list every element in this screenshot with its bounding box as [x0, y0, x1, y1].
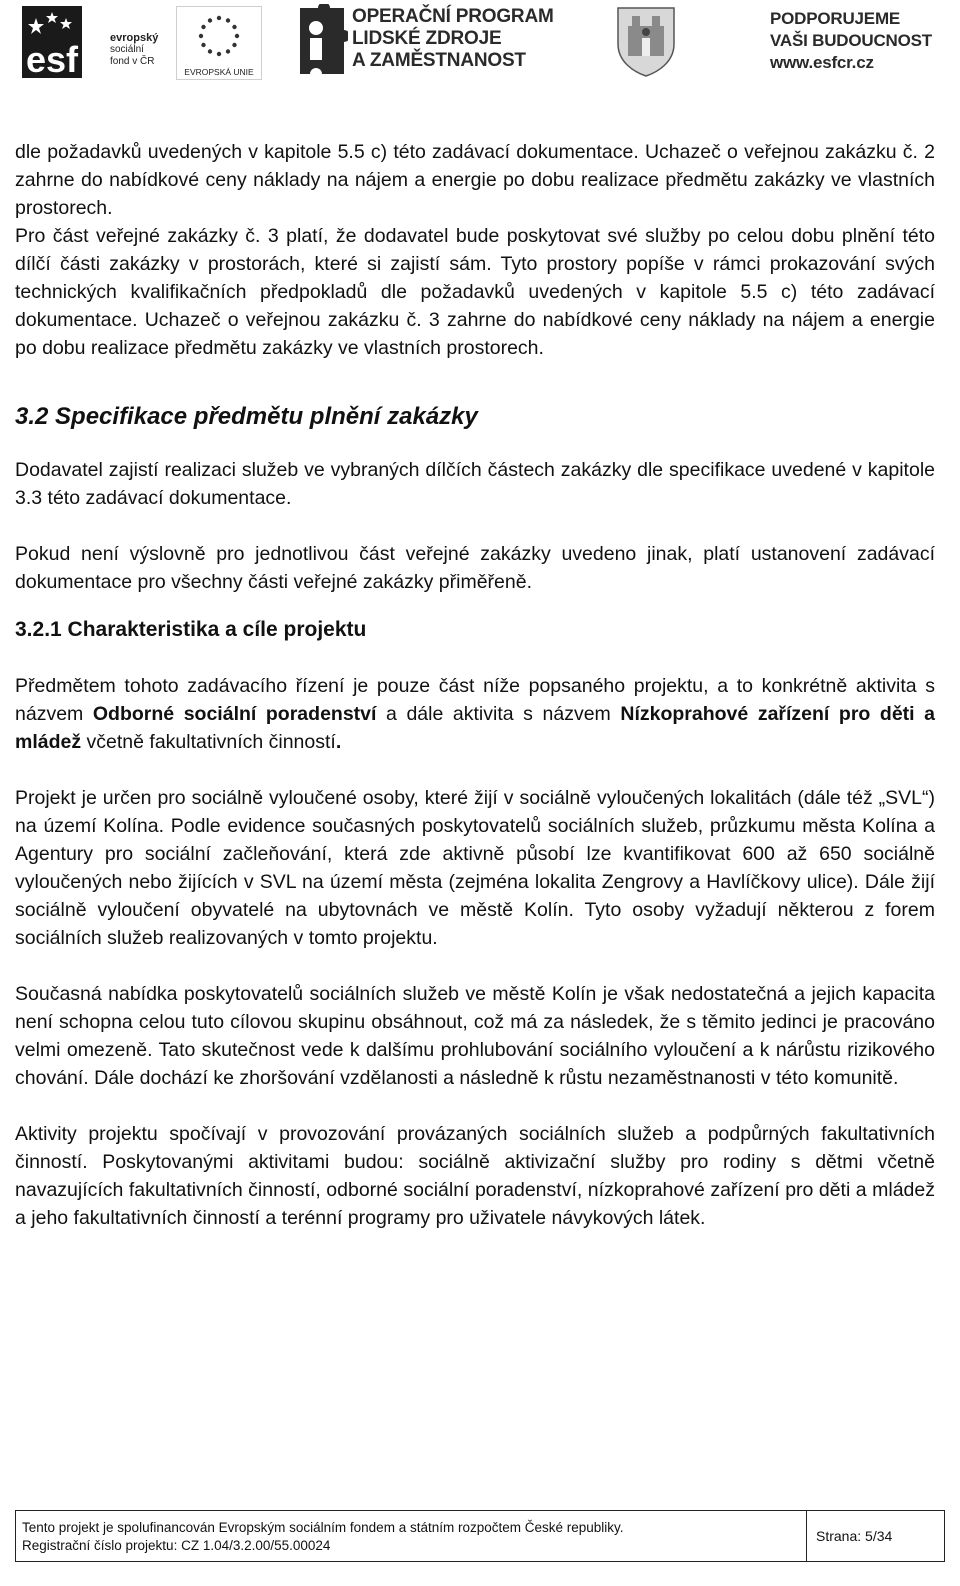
op-logo-text: OPERAČNÍ PROGRAM LIDSKÉ ZDROJE A ZAMĚSTNANOST [352, 6, 554, 71]
footer-registration-number: Registrační číslo projektu: CZ 1.04/3.2.00/55.00024 [22, 1538, 331, 1553]
subsection-heading: 3.2.1 Charakteristika a cíle projektu [15, 618, 367, 641]
page-header [0, 0, 960, 90]
paragraph: Aktivity projektu spočívají v provozování provázaných sociálních služeb a podpůrných fakultativních činností. Poskytovanými aktivitami budou: sociálně aktivizační služby pro rodiny s dětmi včetně navazujících fakultativních činností, odborné sociální poradenství, nízkoprahové zařízení pro děti a mládež a jeho fakultativních činností a terénní programy pro uživatele návykových látek. [15, 1123, 935, 1229]
esf-mark-icon [22, 6, 112, 78]
paragraph: Pokud není výslovně pro jednotlivou část veřejné zakázky uvedeno jinak, platí ustanovení zadávací dokumentace pro všechny části veřejné zakázky přiměřeně. [15, 543, 935, 593]
paragraph: Současná nabídka poskytovatelů sociálních služeb ve městě Kolín je však nedostatečná a jejich kapacita není schopna celou tuto cílovou skupinu obsáhnout, což má za následek, že s těmito jedinci je pracováno velmi omezeně. Tato skutečnost vede k dalšímu prohlubování sociálního vyloučení a k nárůstu rizikového chování. Dále dochází ke zhoršování vzdělanosti a následně k růstu nezaměstnanosti v této komunitě. [15, 983, 935, 1089]
op-lzz-logo [296, 4, 556, 80]
paragraph-text: . [335, 731, 342, 753]
city-crest-logo [614, 4, 678, 78]
page-footer [15, 1510, 945, 1562]
paragraph: Projekt je určen pro sociálně vyloučené osoby, které žijí v sociálně vyloučených lokalitách (dále též „SVL“) na území Kolína. Podle evidence současných poskytovatelů sociálních služeb, průzkumu města Kolína a Agentury pro sociální začleňování, která zde aktivně působí lze kvantifikovat 600 až 650 sociálně vyloučených nebo žijících v SVL na území města (zejména lokalita Zengrovy a Havlíčkovy ulice). Dále žijí sociálně vyloučení obyvatelé na ubytovnách ve městě Kolín. Tyto osoby vyžadují některou z forem sociálních služeb realizovaných v tomto projektu. [15, 787, 935, 949]
paragraph-text: Předmětem tohoto zadávacího řízení je pouze část níže popsaného projektu, a to konkrétně aktivita s názvem [15, 675, 935, 725]
eu-logo-caption: EVROPSKÁ UNIE [184, 67, 254, 77]
document-body [15, 138, 935, 1232]
footer-divider [806, 1511, 807, 1561]
section-heading: 3.2 Specifikace předmětu plnění zakázky [15, 403, 478, 430]
support-logo-text: PODPORUJEME VAŠI BUDOUCNOST www.esfcr.cz [770, 9, 932, 72]
page-number: Strana: 5/34 [816, 1528, 893, 1544]
activity-name-bold: Nízkoprahové zařízení pro děti a mládež [15, 703, 936, 753]
footer-cofinancing-note: Tento projekt je spolufinancován Evropským sociálním fondem a státním rozpočtem České republiky. [22, 1520, 624, 1535]
eu-flag-logo [176, 6, 262, 80]
paragraph [15, 672, 935, 756]
paragraph: Dodavatel zajistí realizaci služeb ve vybraných dílčích částech zakázky dle specifikace uvedené v kapitole 3.3 této zadávací dokumentace. [15, 459, 935, 509]
paragraph: Pro část veřejné zakázky č. 3 platí, že dodavatel bude poskytovat své služby po celou dobu plnění této dílčí části zakázky v prostorách, které si zajistí sám. Tyto prostory popíše v rámci prokazování svých technických kvalifikačních předpokladů dle požadavků uvedených v kapitole 5.5 c) této zadávací dokumentace. Uchazeč o veřejnou zakázku č. 3 zahrne do nabídkové ceny náklady na nájem a energie po dobu realizace předmětu zakázky ve vlastních prostorech. [15, 225, 935, 359]
eu-stars-icon [177, 7, 261, 65]
paragraph-text: včetně fakultativních činností [81, 731, 336, 753]
paragraph-text: a dále aktivita s názvem [376, 703, 621, 725]
paragraph: dle požadavků uvedených v kapitole 5.5 c) této zadávací dokumentace. Uchazeč o veřejnou zakázku č. 2 zahrne do nabídkové ceny náklady na nájem a energie po dobu realizace předmětu zakázky ve vlastních prostorech. [15, 141, 935, 219]
footer-project-info [22, 1519, 782, 1555]
activity-name-bold: Odborné sociální poradenství [92, 703, 377, 725]
svg-text:esf: esf [26, 39, 79, 78]
esf-logo [22, 6, 170, 78]
coat-of-arms-icon [614, 4, 678, 78]
esf-logo-text: evropský sociální fond v ČR [110, 32, 159, 67]
esf-support-logo [770, 6, 950, 76]
puzzle-figure-icon [296, 4, 348, 76]
